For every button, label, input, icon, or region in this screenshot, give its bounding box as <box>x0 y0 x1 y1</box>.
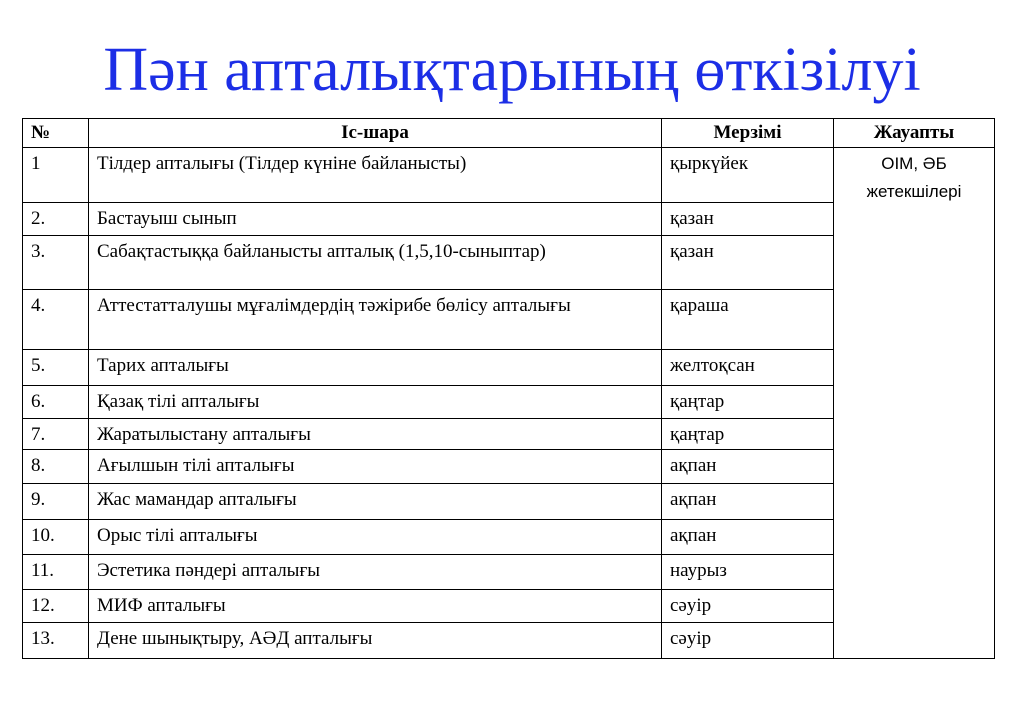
row-event: Орыс тілі апталығы <box>89 520 662 555</box>
row-number: 6. <box>23 386 89 419</box>
row-date: сәуір <box>662 623 834 659</box>
row-event: Ағылшын тілі апталығы <box>89 450 662 484</box>
row-date: желтоқсан <box>662 350 834 386</box>
row-number: 2. <box>23 203 89 236</box>
row-date: ақпан <box>662 450 834 484</box>
row-date: ақпан <box>662 520 834 555</box>
row-number: 5. <box>23 350 89 386</box>
responsible-cell: ОІМ, ӘБ жетекшілері <box>834 148 995 659</box>
page-title: Пән апталықтарының өткізілуі <box>103 36 921 104</box>
row-event: Аттестатталушы мұғалімдердің тәжірибе бөлісу апталығы <box>89 290 662 350</box>
row-number: 10. <box>23 520 89 555</box>
row-number: 13. <box>23 623 89 659</box>
row-number: 4. <box>23 290 89 350</box>
row-event: Жаратылыстану апталығы <box>89 419 662 450</box>
row-date: қаңтар <box>662 386 834 419</box>
row-date: қараша <box>662 290 834 350</box>
row-date: ақпан <box>662 484 834 520</box>
row-number: 11. <box>23 555 89 590</box>
header-number: № <box>23 119 89 148</box>
row-date: қазан <box>662 203 834 236</box>
schedule-table <box>22 118 995 659</box>
row-date: қаңтар <box>662 419 834 450</box>
row-event: Сабақтастыққа байланысты апталық (1,5,10-сыныптар) <box>89 236 662 290</box>
header-responsible: Жауапты <box>834 119 995 148</box>
header-event: Іс-шара <box>89 119 662 148</box>
row-event: МИФ апталығы <box>89 590 662 623</box>
row-number: 9. <box>23 484 89 520</box>
row-date: қазан <box>662 236 834 290</box>
row-date: қыркүйек <box>662 148 834 203</box>
row-number: 3. <box>23 236 89 290</box>
row-number: 12. <box>23 590 89 623</box>
row-number: 7. <box>23 419 89 450</box>
row-number: 8. <box>23 450 89 484</box>
table-header-row <box>23 119 995 148</box>
row-event: Тілдер апталығы (Тілдер күніне байланысты) <box>89 148 662 203</box>
row-date: наурыз <box>662 555 834 590</box>
header-deadline: Мерзімі <box>662 119 834 148</box>
row-event: Тарих апталығы <box>89 350 662 386</box>
row-event: Бастауыш сынып <box>89 203 662 236</box>
row-event: Дене шынықтыру, АӘД апталығы <box>89 623 662 659</box>
row-event: Эстетика пәндері апталығы <box>89 555 662 590</box>
row-event: Қазақ тілі апталығы <box>89 386 662 419</box>
row-number: 1 <box>23 148 89 203</box>
row-event: Жас мамандар апталығы <box>89 484 662 520</box>
row-date: сәуір <box>662 590 834 623</box>
table-row <box>23 148 995 203</box>
